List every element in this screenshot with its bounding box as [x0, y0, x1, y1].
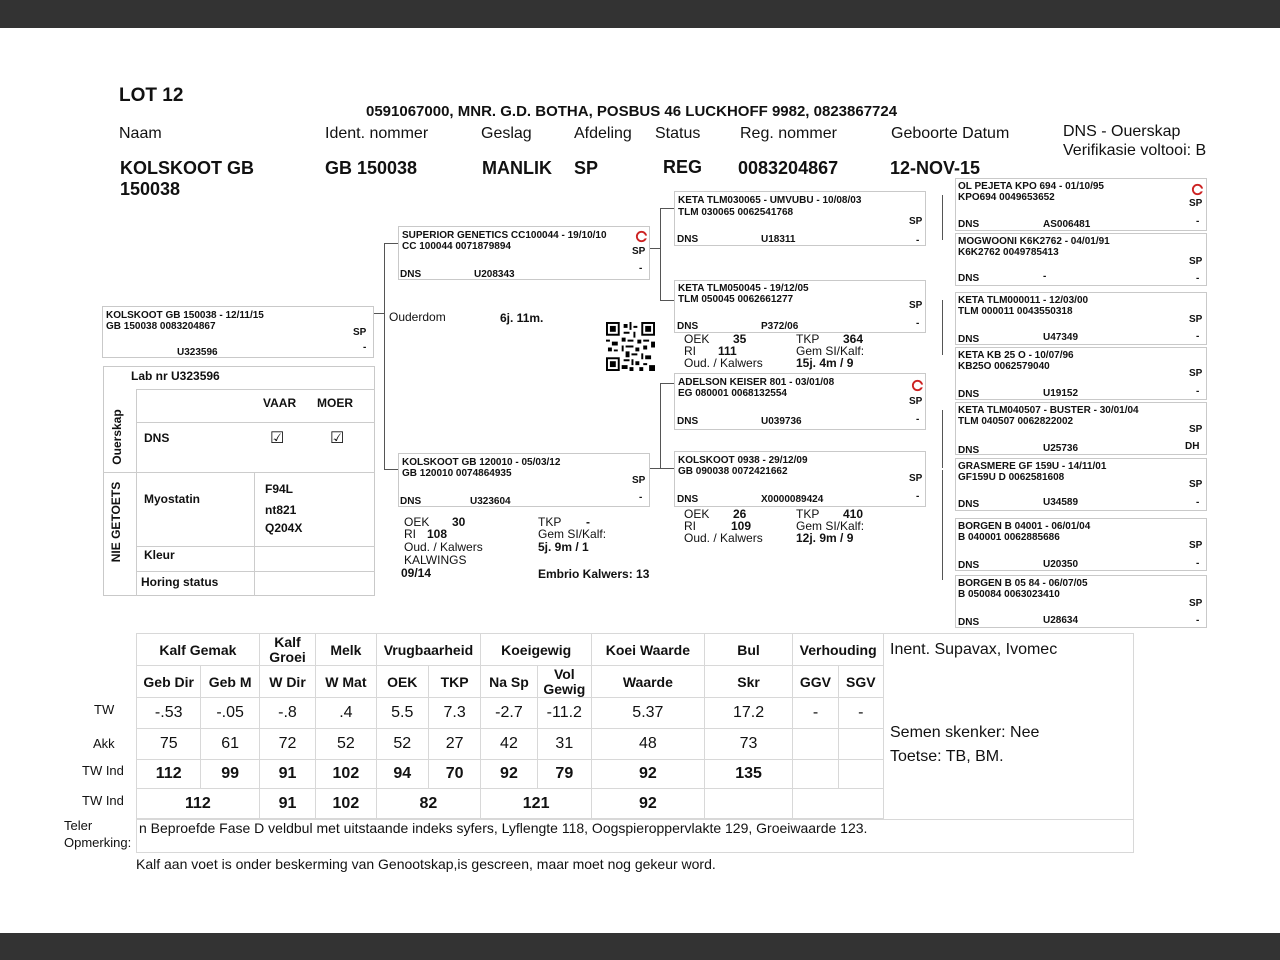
lab-divider-1	[136, 389, 375, 390]
ggp2-line1: MOGWOONI K6K2762 - 04/01/91	[958, 236, 1110, 247]
sub-oek: OEK	[376, 666, 428, 698]
moer-header: MOER	[317, 396, 353, 410]
gp2-line2: TLM 050045 0062661277	[678, 294, 794, 305]
tw-cell: -2.7	[481, 698, 537, 729]
akk-cell: 52	[316, 729, 376, 760]
animal-status: REG	[663, 157, 703, 177]
gp2-gem-label: Gem SI/Kalf:	[796, 344, 865, 358]
ggp-box-8	[955, 575, 1207, 628]
gp1-line1: KETA TLM030065 - UMVUBU - 10/08/03	[678, 195, 862, 206]
twind-cell: 99	[201, 760, 259, 789]
animal-name-1: KOLSKOOT GB	[120, 158, 254, 178]
dam-tkp-value: -	[586, 515, 590, 529]
society-logo-icon	[1191, 183, 1204, 196]
header-geboorte: Geboorte Datum	[891, 125, 1010, 142]
twind-cell: 102	[316, 760, 376, 789]
ggp7-line2: B 040001 0062885686	[958, 532, 1060, 543]
gp4-tkp-value: 410	[843, 507, 864, 521]
gp2-ri-label: RI	[684, 344, 696, 358]
conn-gp1-v	[942, 195, 943, 240]
ggp8-sp: SP	[1189, 598, 1203, 609]
dam-line1: KOLSKOOT GB 120010 - 05/03/12	[402, 457, 561, 468]
ggp-box-5	[955, 402, 1207, 455]
self-dash: -	[363, 342, 367, 353]
ggp-box-4	[955, 347, 1207, 400]
nie-getoets-vertical: NIE GETOETS	[109, 481, 123, 563]
gp-box-4	[674, 451, 926, 507]
conn-dam-out	[650, 468, 660, 469]
twind-cell: 79	[537, 760, 591, 789]
tw-cell: -	[793, 698, 838, 729]
tw-cell: 5.37	[592, 698, 705, 729]
qr-code	[605, 322, 656, 371]
self-code: U323596	[177, 347, 218, 358]
twind-cell	[838, 760, 883, 789]
gp4-oek-value: 26	[733, 507, 747, 521]
ggp7-sp: SP	[1189, 540, 1203, 551]
ggp5-line2: TLM 040507 0062822002	[958, 416, 1074, 427]
akk-cell: 72	[259, 729, 315, 760]
tw-cell: 5.5	[376, 698, 428, 729]
ggp3-line1: KETA TLM000011 - 12/03/00	[958, 295, 1089, 306]
footer-text: Kalf aan voet is onder beskerming van Genootskap,is gescreen, maar moet nog gekeur word.	[136, 856, 716, 872]
ggp8-dns: DNS	[958, 617, 980, 628]
animal-ident: GB 150038	[325, 158, 418, 178]
sub-w-mat: W Mat	[316, 666, 376, 698]
ggp1-code: AS006481	[1043, 219, 1091, 230]
ggp3-sp: SP	[1189, 314, 1203, 325]
moer-checkbox: ☑	[330, 430, 345, 447]
ggp2-dash: -	[1196, 273, 1200, 284]
conn-dam-gp3	[660, 383, 674, 384]
gp1-line2: TLM 030065 0062541768	[678, 207, 794, 218]
myostatin-1: F94L	[265, 482, 294, 496]
tw-cell: .4	[316, 698, 376, 729]
gp4-ri-label: RI	[684, 519, 696, 533]
ggp7-line1: BORGEN B 04001 - 06/01/04	[958, 521, 1091, 532]
self-line1: KOLSKOOT GB 150038 - 12/11/15	[106, 310, 264, 321]
conn-sire-out	[650, 248, 660, 249]
ggp8-dash: -	[1196, 615, 1200, 626]
gp2-oud-value: 15j. 4m / 9	[796, 356, 854, 370]
header-verifikasie: Verifikasie voltooi: B	[1063, 142, 1207, 159]
lab-vdivider	[136, 389, 137, 596]
group-koei-waarde: Koei Waarde	[592, 634, 705, 666]
twind2-cell: 112	[137, 789, 260, 819]
tw-cell: 17.2	[704, 698, 793, 729]
conn-main-v	[384, 243, 385, 470]
group-vrugbaarheid: Vrugbaarheid	[376, 634, 481, 666]
gp4-line1: KOLSKOOT 0938 - 29/12/09	[678, 455, 808, 466]
twind-cell: 92	[592, 760, 705, 789]
vaar-checkbox: ☑	[270, 430, 285, 447]
gp3-dash: -	[916, 414, 920, 425]
ggp1-line1: OL PEJETA KPO 694 - 01/10/95	[958, 181, 1104, 192]
top-bar	[0, 0, 1280, 28]
ggp4-dash: -	[1196, 386, 1200, 397]
ggp2-line2: K6K2762 0049785413	[958, 247, 1059, 258]
society-logo-icon	[635, 230, 648, 243]
dam-oek-value: 30	[452, 515, 466, 529]
sub-sgv: SGV	[838, 666, 883, 698]
gp2-code: P372/06	[761, 321, 799, 332]
ggp-box-1	[955, 178, 1207, 231]
gp4-tkp-label: TKP	[796, 507, 820, 521]
ggp3-line2: TLM 000011 0043550318	[958, 306, 1073, 317]
ggp6-dash: -	[1196, 497, 1200, 508]
header-reg: Reg. nommer	[740, 125, 837, 142]
gp2-oek-value: 35	[733, 332, 747, 346]
ouderdom-label: Ouderdom	[389, 310, 446, 324]
ggp3-dns: DNS	[958, 334, 980, 345]
ggp6-dns: DNS	[958, 499, 980, 510]
akk-cell: 73	[704, 729, 793, 760]
sub-waarde: Waarde	[592, 666, 705, 698]
sub-geb-dir: Geb Dir	[137, 666, 201, 698]
gp4-dns: DNS	[677, 494, 699, 505]
gp4-oek-label: OEK	[684, 507, 710, 521]
twind2-cell: 91	[259, 789, 315, 819]
sire-dash: -	[639, 263, 643, 274]
akk-cell: 42	[481, 729, 537, 760]
group-kalf-gemak: Kalf Gemak	[137, 634, 260, 666]
header-geslag: Geslag	[481, 125, 532, 142]
ggp6-sp: SP	[1189, 479, 1203, 490]
ggp8-code: U28634	[1043, 615, 1079, 626]
twind-cell: 70	[428, 760, 480, 789]
ggp4-line2: KB25O 0062579040	[958, 361, 1050, 372]
tw-cell: 7.3	[428, 698, 480, 729]
sub-skr: Skr	[704, 666, 793, 698]
tw-cell: -	[838, 698, 883, 729]
ggp3-dash: -	[1196, 331, 1200, 342]
sub-tkp: TKP	[428, 666, 480, 698]
ggp4-code: U19152	[1043, 388, 1079, 399]
gp4-dash: -	[916, 491, 920, 502]
ggp3-code: U47349	[1043, 332, 1079, 343]
breeder-line: 0591067000, MNR. G.D. BOTHA, POSBUS 46 LUCKHOFF 9982, 0823867724	[366, 103, 898, 120]
gp1-dash: -	[916, 235, 920, 246]
note-toetse: Toetse: TB, BM.	[890, 748, 1004, 765]
ggp4-line1: KETA KB 25 O - 10/07/96	[958, 350, 1074, 361]
ggp1-dns: DNS	[958, 219, 980, 230]
animal-reg: 0083204867	[738, 158, 839, 178]
sire-code: U208343	[474, 269, 515, 280]
akk-cell	[838, 729, 883, 760]
note-semen: Semen skenker: Nee	[890, 724, 1040, 741]
animal-geboorte: 12-NOV-15	[890, 158, 981, 178]
gp2-ri-value: 111	[718, 344, 737, 358]
gp3-dns: DNS	[677, 416, 699, 427]
ggp7-dns: DNS	[958, 560, 980, 571]
gp3-sp: SP	[909, 396, 923, 407]
gp2-dns: DNS	[677, 321, 699, 332]
dam-kalwings-label: KALWINGS	[404, 553, 467, 567]
ggp2-dns: DNS	[958, 273, 980, 284]
twind-cell	[793, 760, 838, 789]
dam-oek-label: OEK	[404, 515, 430, 529]
ggp4-dns: DNS	[958, 389, 980, 400]
twind-cell: 135	[704, 760, 793, 789]
myostatin-3: Q204X	[265, 521, 303, 535]
ggp6-code: U34589	[1043, 497, 1079, 508]
dam-gem-label: Gem SI/Kalf:	[538, 527, 607, 541]
gp1-sp: SP	[909, 216, 923, 227]
sire-box	[398, 226, 650, 280]
header-afdeling: Afdeling	[574, 125, 632, 142]
sub-na-sp: Na Sp	[481, 666, 537, 698]
teler-label: Teler	[64, 818, 93, 833]
group-koeigewig: Koeigewig	[481, 634, 592, 666]
ggp5-dns: DNS	[958, 445, 980, 456]
ouerskap-vertical: Ouerskap	[110, 409, 124, 465]
row-label-akk: Akk	[93, 736, 115, 751]
sub-geb-m: Geb M	[201, 666, 259, 698]
ggp8-line2: B 050084 0063023410	[958, 589, 1060, 600]
gp3-code: U039736	[761, 416, 802, 427]
ggp-box-6	[955, 458, 1207, 511]
ggp5-dash: DH	[1185, 441, 1200, 452]
gp2-oek-label: OEK	[684, 332, 710, 346]
myostatin-label: Myostatin	[144, 492, 201, 506]
lab-divider-5	[136, 571, 375, 572]
dam-tkp-label: TKP	[538, 515, 562, 529]
conn-gp2-v	[942, 300, 943, 355]
akk-cell	[793, 729, 838, 760]
gp4-oud-label: Oud. / Kalwers	[684, 531, 763, 545]
lab-nr: Lab nr U323596	[131, 369, 220, 383]
bottom-bar	[0, 933, 1280, 960]
header-status: Status	[655, 125, 701, 142]
twind2-cell: 121	[481, 789, 592, 819]
sire-dns: DNS	[400, 269, 422, 280]
akk-cell: 52	[376, 729, 428, 760]
ggp6-line2: GF159U D 0062581608	[958, 472, 1065, 483]
twind2-cell: 102	[316, 789, 376, 819]
gp2-line1: KETA TLM050045 - 19/12/05	[678, 283, 809, 294]
myostatin-2: nt821	[265, 503, 297, 517]
tw-cell: -11.2	[537, 698, 591, 729]
gp4-gem-label: Gem SI/Kalf:	[796, 519, 865, 533]
group-melk: Melk	[316, 634, 376, 666]
dam-line2: GB 120010 0074864935	[402, 468, 512, 479]
akk-cell: 75	[137, 729, 201, 760]
gp-box-3	[674, 373, 926, 430]
kleur-label: Kleur	[144, 548, 175, 562]
dam-sp: SP	[632, 475, 646, 486]
lot-title: LOT 12	[119, 85, 184, 106]
conn-dam-h	[384, 469, 398, 470]
horing-label: Horing status	[141, 575, 219, 589]
sire-sp: SP	[632, 246, 646, 257]
gp2-sp: SP	[909, 300, 923, 311]
lab-divider-2	[136, 422, 375, 423]
sub-vol-gewig: Vol Gewig	[537, 666, 591, 698]
vaar-header: VAAR	[263, 396, 297, 410]
gp2-oud-label: Oud. / Kalwers	[684, 356, 763, 370]
conn-dam-gp4	[660, 468, 674, 469]
self-box	[102, 306, 374, 358]
conn-sire-gp2	[660, 300, 674, 301]
remark-text: n Beproefde Fase D veldbul met uitstaande indeks syfers, Lyflengte 118, Oogspieroppervlakte 129, Groeiwaarde 123.	[139, 820, 868, 836]
gp4-line2: GB 090038 0072421662	[678, 466, 788, 477]
tw-cell: -.53	[137, 698, 201, 729]
self-sp: SP	[353, 327, 367, 338]
opmerking-label: Opmerking:	[64, 835, 132, 850]
twind2-cell: 82	[376, 789, 481, 819]
twind-cell: 91	[259, 760, 315, 789]
lab-vdivider-2	[254, 472, 255, 596]
gp1-dns: DNS	[677, 234, 699, 245]
twind-cell: 92	[481, 760, 537, 789]
society-logo-icon	[911, 379, 924, 392]
header-naam: Naam	[119, 125, 162, 142]
ebv-table	[136, 633, 884, 819]
gp4-oud-value: 12j. 9m / 9	[796, 531, 854, 545]
ggp7-dash: -	[1196, 558, 1200, 569]
dam-kalwings-value: 09/14	[401, 566, 432, 580]
gp2-tkp-label: TKP	[796, 332, 820, 346]
gp2-tkp-value: 364	[843, 332, 864, 346]
twind2-cell: 92	[592, 789, 705, 819]
animal-geslag: MANLIK	[482, 158, 552, 178]
gp2-dash: -	[916, 318, 920, 329]
gp4-sp: SP	[909, 473, 923, 484]
dns-label: DNS	[144, 431, 170, 445]
dam-dash: -	[639, 492, 643, 503]
dam-ri-label: RI	[404, 527, 416, 541]
tw-cell: -.05	[201, 698, 259, 729]
ggp-box-7	[955, 518, 1207, 571]
twind-cell: 94	[376, 760, 428, 789]
ggp5-line1: KETA TLM040507 - BUSTER - 30/01/04	[958, 405, 1139, 416]
gp4-ri-value: 109	[731, 519, 752, 533]
conn-sire-v	[660, 208, 661, 300]
gp1-code: U18311	[761, 234, 796, 245]
ggp1-sp: SP	[1189, 198, 1203, 209]
group-verhouding: Verhouding	[793, 634, 884, 666]
ggp5-code: U25736	[1043, 443, 1079, 454]
dam-code: U323604	[470, 496, 511, 507]
dam-box	[398, 453, 650, 507]
header-ident: Ident. nommer	[325, 125, 429, 142]
gp-box-1	[674, 191, 926, 246]
akk-cell: 27	[428, 729, 480, 760]
dam-embrio: Embrio Kalwers: 13	[538, 567, 650, 581]
conn-gp3-v	[942, 410, 943, 468]
row-label-tw: TW	[94, 702, 115, 717]
twind2-empty	[704, 789, 793, 819]
akk-cell: 48	[592, 729, 705, 760]
sub-w-dir: W Dir	[259, 666, 315, 698]
tw-cell: -.8	[259, 698, 315, 729]
dam-oud-value: 5j. 9m / 1	[538, 540, 589, 554]
animal-name-2: 150038	[120, 179, 181, 199]
dam-ri-value: 108	[427, 527, 448, 541]
conn-sire-gp1	[660, 208, 674, 209]
group-kalf-groei: Kalf Groei	[259, 634, 315, 666]
lab-divider-3	[103, 472, 375, 473]
ouderdom-value: 6j. 11m.	[500, 311, 544, 325]
gp-box-2	[674, 280, 926, 333]
gp4-code: X0000089424	[761, 494, 824, 505]
ggp-box-3	[955, 292, 1207, 345]
conn-dam-v	[660, 383, 661, 468]
ggp8-line1: BORGEN B 05 84 - 06/07/05	[958, 578, 1088, 589]
ggp2-sp: SP	[1189, 256, 1203, 267]
ggp1-line2: KPO694 0049653652	[958, 192, 1055, 203]
gp3-line2: EG 080001 0068132554	[678, 388, 787, 399]
conn-self-h	[374, 313, 384, 314]
conn-sire-h	[384, 243, 398, 244]
note-inent: Inent. Supavax, Ivomec	[890, 641, 1058, 658]
row-label-twind-2: TW Ind	[82, 793, 124, 808]
akk-cell: 31	[537, 729, 591, 760]
dam-oud-label: Oud. / Kalwers	[404, 540, 483, 554]
twind2-empty	[793, 789, 884, 819]
ggp2-code: -	[1043, 271, 1047, 282]
akk-cell: 61	[201, 729, 259, 760]
sire-line1: SUPERIOR GENETICS CC100044 - 19/10/10	[402, 230, 607, 241]
conn-gp4-v	[942, 470, 943, 580]
sire-line2: CC 100044 0071879894	[402, 241, 511, 252]
animal-afdeling: SP	[574, 158, 599, 178]
ggp-box-2	[955, 233, 1207, 286]
ggp1-dash: -	[1196, 216, 1200, 227]
lab-divider-4	[136, 546, 375, 547]
sub-ggv: GGV	[793, 666, 838, 698]
header-dns-ouerskap: DNS - Ouerskap	[1063, 123, 1181, 140]
dam-dns: DNS	[400, 496, 422, 507]
twind-cell: 112	[137, 760, 201, 789]
gp3-line1: ADELSON KEISER 801 - 03/01/08	[678, 377, 835, 388]
ggp6-line1: GRASMERE GF 159U - 14/11/01	[958, 461, 1107, 472]
row-label-twind: TW Ind	[82, 763, 124, 778]
ggp5-sp: SP	[1189, 424, 1203, 435]
ggp4-sp: SP	[1189, 368, 1203, 379]
group-bul: Bul	[704, 634, 793, 666]
ggp7-code: U20350	[1043, 559, 1079, 570]
self-line2: GB 150038 0083204867	[106, 321, 216, 332]
